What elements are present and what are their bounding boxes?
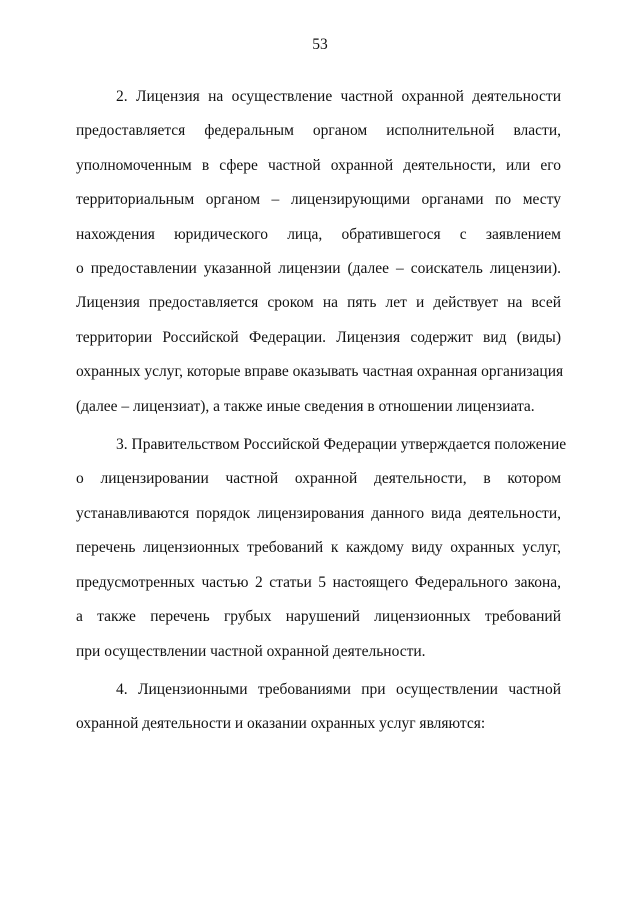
text-line: о лицензировании частной охранной деятельности, в котором — [76, 470, 561, 488]
document-body — [76, 80, 567, 746]
text-line: нахождения юридического лица, обратившегося с заявлением — [76, 225, 561, 243]
text-line: а также перечень грубых нарушений лицензионных требований — [76, 608, 561, 626]
text-line: Лицензия предоставляется сроком на пять лет и действует на всей — [76, 294, 561, 312]
text-line: уполномоченным в сфере частной охранной деятельности, или его — [76, 156, 561, 174]
text-line: при осуществлении частной охранной деятельности. — [76, 642, 426, 660]
text-line: 4. Лицензионными требованиями при осуществлении частной — [116, 680, 561, 698]
text-line: охранных услуг, которые вправе оказывать частная охранная организация — [76, 363, 564, 381]
text-line: предоставляется федеральным органом исполнительной власти, — [76, 122, 561, 140]
text-line: территории Российской Федерации. Лицензия содержит вид (виды) — [76, 328, 561, 346]
text-line: предусмотренных частью 2 статьи 5 настоящего Федерального закона, — [76, 573, 561, 591]
text-line: о предоставлении указанной лицензии (далее – соискатель лицензии). — [76, 260, 561, 278]
paragraph-4 — [76, 673, 561, 742]
text-line: территориальным органом – лицензирующими органами по месту — [76, 191, 561, 209]
page-number: 53 — [312, 36, 328, 53]
paragraph-2 — [76, 80, 564, 424]
text-line: охранной деятельности и оказании охранных услуг являются: — [76, 715, 486, 733]
text-line: 2. Лицензия на осуществление частной охранной деятельности — [116, 88, 561, 105]
paragraph-3 — [76, 428, 567, 669]
text-line: (далее – лицензиат), а также иные сведения в отношении лицензиата. — [76, 397, 535, 415]
text-line: перечень лицензионных требований к каждому виду охранных услуг, — [76, 539, 561, 557]
text-line: 3. Правительством Российской Федерации утверждается положение — [116, 436, 567, 454]
text-line: устанавливаются порядок лицензирования данного вида деятельности, — [76, 504, 561, 522]
